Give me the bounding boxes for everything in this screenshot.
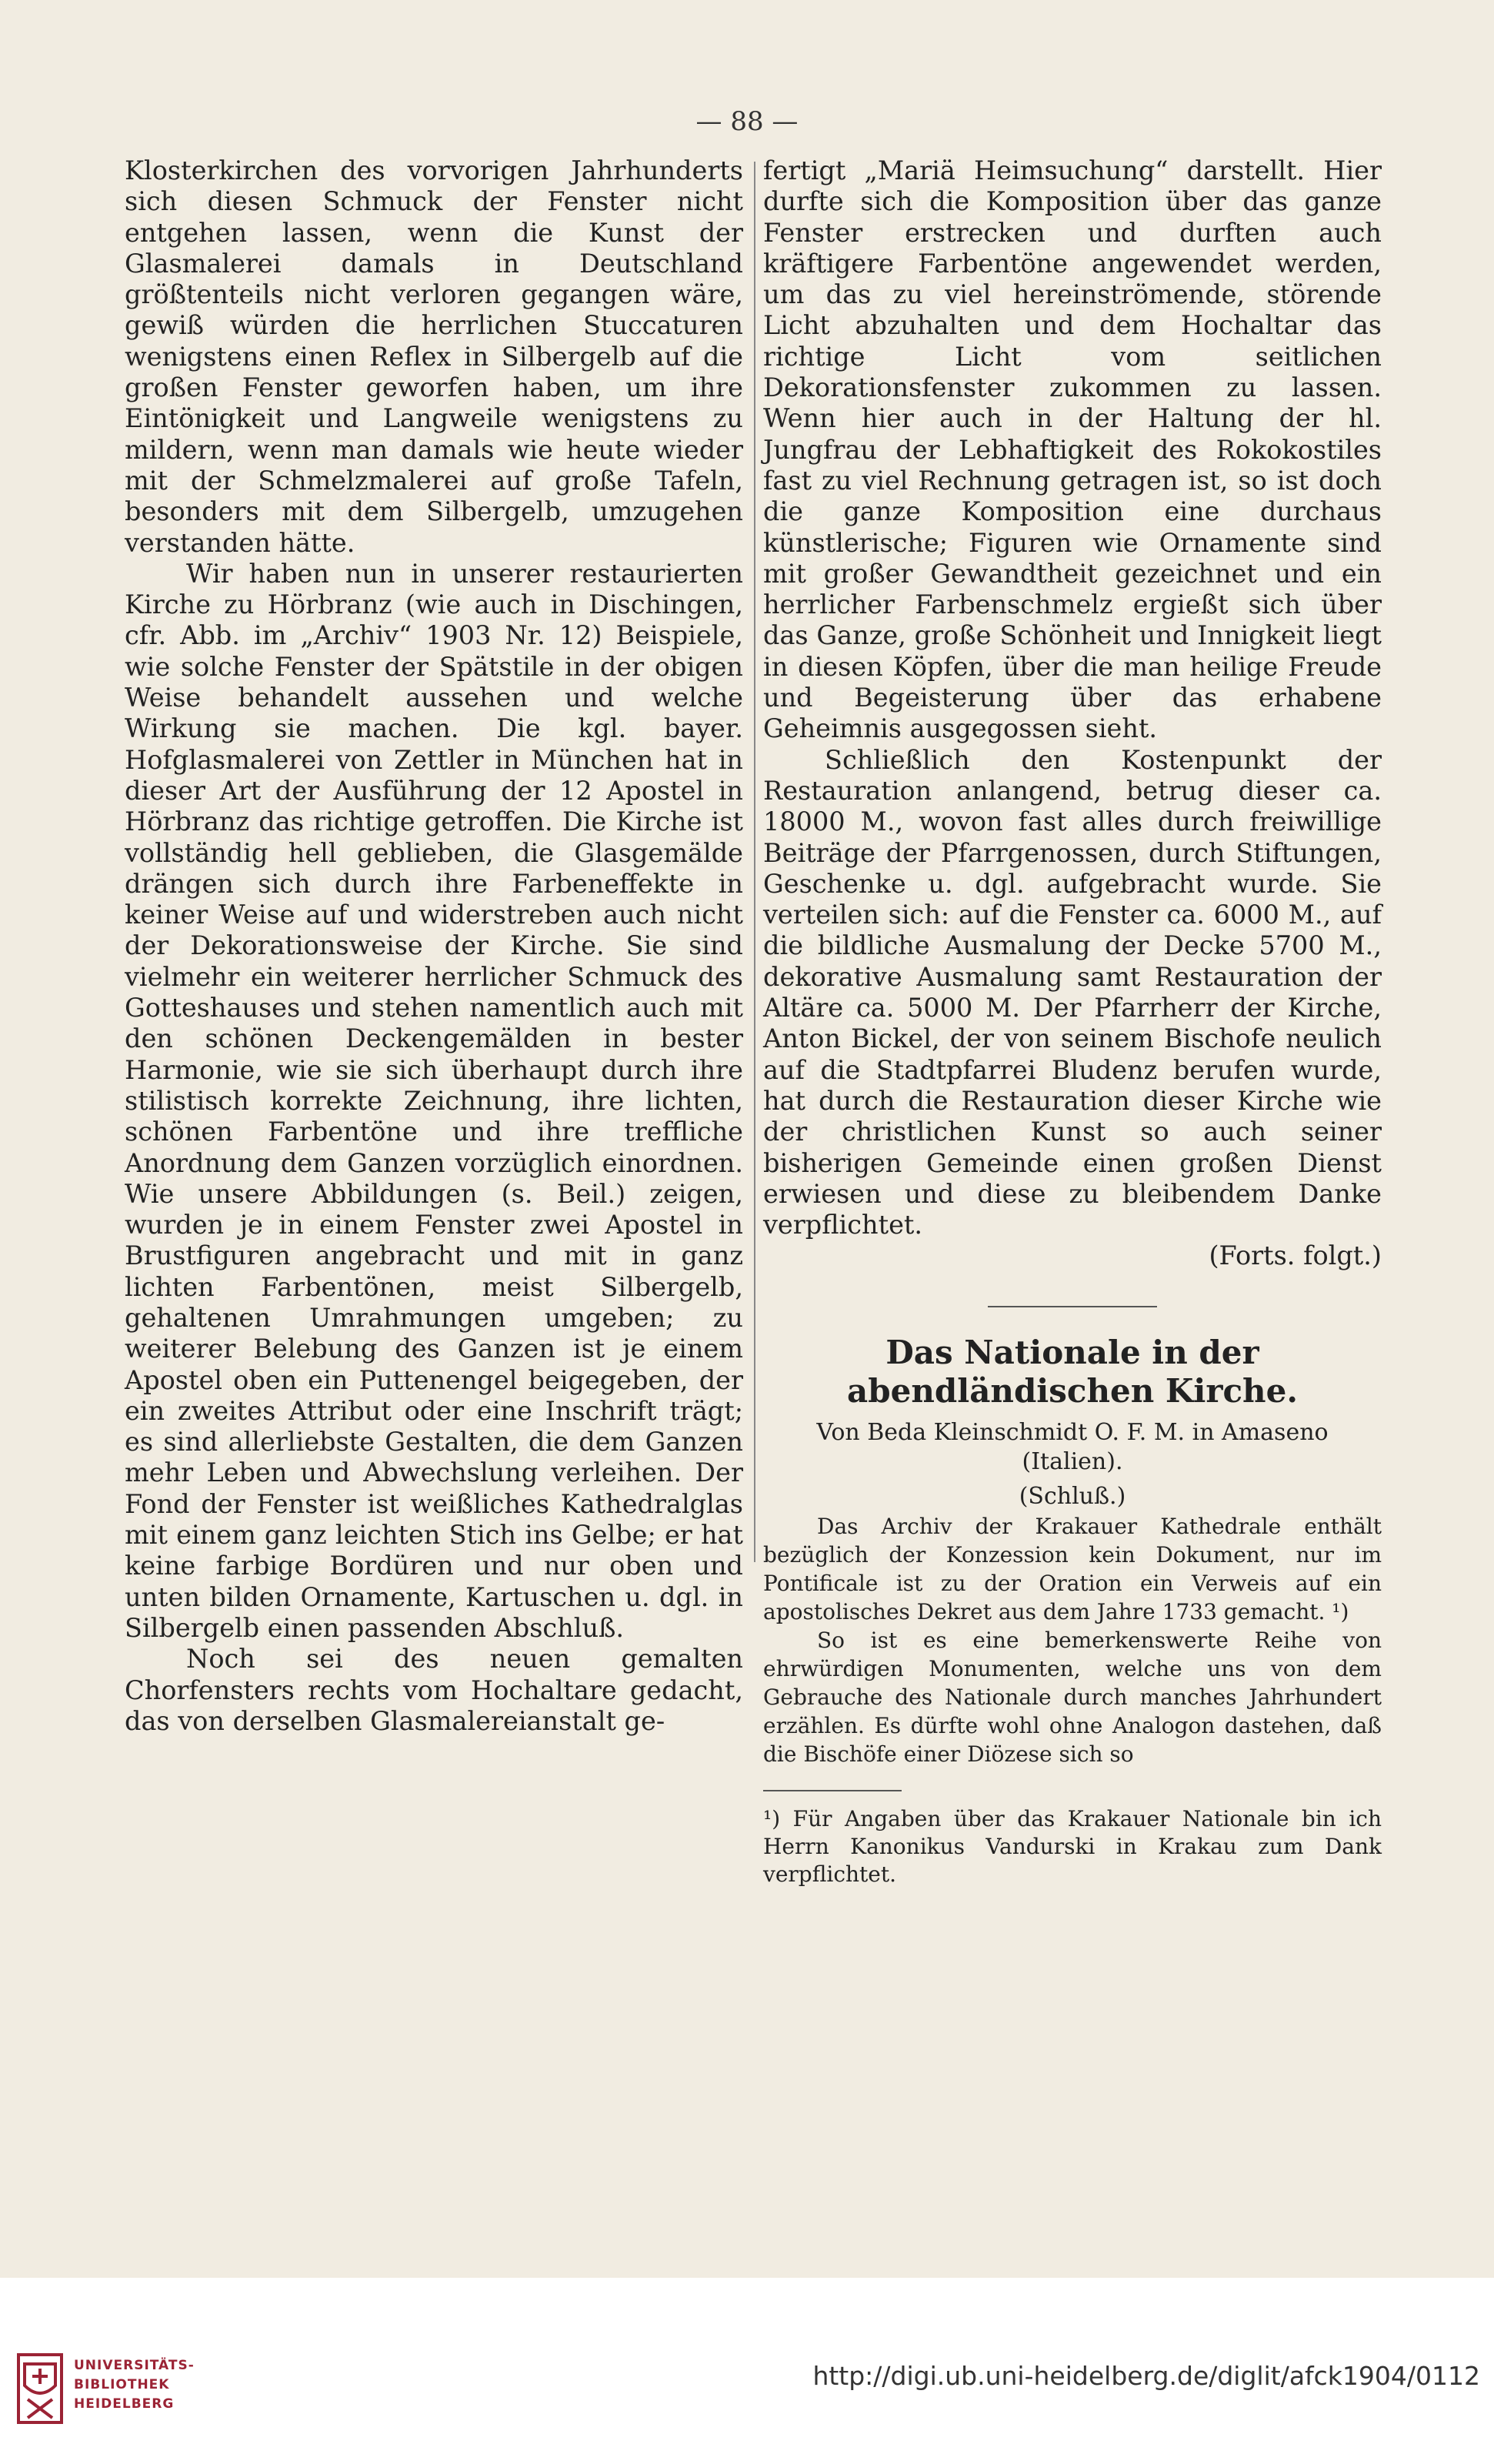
paragraph: fertigt „Mariä Heimsuchung“ darstellt. Hier durfte sich die Komposition über das ganze Fenster erstrecken und durften auch kräftigere Farbentöne angewendet werden, um das zu viel hereinströmende, störende Licht abzuhalten und dem Hochaltar das richtige Licht vom seitlichen Dekorationsfenster zukommen zu lassen. Wenn hier auch in der Haltung der hl. Jungfrau der Lebhaftigkeit des Rokokostiles fast zu viel Rechnung getragen ist, so ist doch die ganze Komposition eine durchaus künstlerische; Figuren wie Ornamente sind mit großer Gewandtheit gezeichnet und ein herrlicher Farbenschmelz ergießt sich über das Ganze, große Schönheit und Innigkeit liegt in diesen Köpfen, über die man heilige Freude und Begeisterung über das erhabene Geheimnis ausgegossen sieht. bbox=[763, 155, 1382, 744]
paragraph: Noch sei des neuen gemalten Chorfensters rechts vom Hochaltare gedacht, das von derselben Glasmalereianstalt ge- bbox=[125, 1644, 743, 1736]
footnote-rule bbox=[763, 1790, 902, 1791]
library-logo[interactable] bbox=[17, 2352, 217, 2436]
paragraph: Schließlich den Kostenpunkt der Restauration anlangend, betrug dieser ca. 18000 M., wovon fast alles durch freiwillige Beiträge der Pfarrgenossen, durch Stiftungen, Geschenke u. dgl. aufgebracht wurde. Sie verteilen sich: auf die Fenster ca. 6000 M., auf die bildliche Ausmalung der Decke 5700 M., dekorative Ausmalung samt Restauration der Altäre ca. 5000 M. Der Pfarrherr der Kirche, Anton Bickel, der von seinem Bischofe neulich auf die Stadtpfarrei Bludenz berufen wurde, hat durch die Restauration dieser Kirche wie der christlichen Kunst so auch seiner bisherigen Gemeinde einen großen Dienst erwiesen und diese zu bleibendem Danke verpflichtet. bbox=[763, 744, 1382, 1240]
footnote: ¹) Für Angaben über das Krakauer Nationale bin ich Herrn Kanonikus Vandurski in Krakau zum Dank verpflichtet. bbox=[763, 1805, 1382, 1887]
article-body bbox=[763, 1512, 1382, 1768]
paragraph: Klosterkirchen des vorvorigen Jahrhunderts sich diesen Schmuck der Fenster nicht entgehen lassen, wenn die Kunst der Glasmalerei damals in Deutschland größtenteils nicht verloren gegangen wäre, gewiß würden die herrlichen Stuccaturen wenigstens einen Reflex in Silbergelb auf die großen Fenster geworfen haben, um ihre Eintönigkeit und Langweile wenigstens zu mildern, wenn man damals wie heute wieder mit der Schmelzmalerei auf große Tafeln, besonders mit dem Silbergelb, umzugehen verstanden hätte. bbox=[125, 155, 743, 558]
source-url-link[interactable]: http://digi.ub.uni-heidelberg.de/diglit/afck1904/0112 bbox=[812, 2361, 1480, 2391]
library-name bbox=[74, 2356, 195, 2414]
paragraph: So ist es eine bemerkenswerte Reihe von ehrwürdigen Monumenten, welche uns von dem Gebrauche des Nationale durch manches Jahrhundert erzählen. Es dürfte wohl ohne Analogon dastehen, daß die Bischöfe einer Diözese sich so bbox=[763, 1627, 1382, 1767]
library-seal-icon bbox=[17, 2353, 63, 2424]
paragraph: Wir haben nun in unserer restaurierten Kirche zu Hörbranz (wie auch in Dischingen, cfr. Abb. im „Archiv“ 1903 Nr. 12) Beispiele, wie solche Fenster der Spätstile in der obigen Weise behandelt aussehen und welche Wirkung sie machen. Die kgl. bayer. Hofglasmalerei von Zettler in München hat in dieser Art der Ausführung der 12 Apostel in Hörbranz das richtige getroffen. Die Kirche ist vollständig hell geblieben, die Glasgemälde drängen sich durch ihre Farbeneffekte in keiner Weise auf und widerstreben auch nicht der Dekorationsweise der Kirche. Sie sind vielmehr ein weiterer herrlicher Schmuck des Gotteshauses und stehen namentlich auch mit den schönen Deckengemälden in bester Harmonie, wie sie sich überhaupt durch ihre stilistisch korrekte Zeichnung, ihre lichten, schönen Farbentöne und ihre treffliche Anordnung dem Ganzen vorzüglich einordnen. Wie unsere Abbildungen (s. Beil.) zeigen, wurden je in einem Fenster zwei Apostel in Brustfiguren angebracht und mit in ganz lichten Farbentönen, meist Silbergelb, gehaltenen Umrahmungen umgeben; zu weiterer Belebung des Ganzen ist je einem Apostel oben ein Puttenengel beigegeben, der ein zweites Attribut oder eine Inschrift trägt; es sind allerliebste Gestalten, die dem Ganzen mehr Leben und Abwechslung verleihen. Der Fond der Fenster ist weißliches Kathedralglas mit einem ganz leichten Stich ins Gelbe; er hat keine farbige Bordüren und nur oben und unten bilden Ornamente, Kartuschen u. dgl. in Silbergelb einen passenden Abschluß. bbox=[125, 558, 743, 1643]
page-number: — 88 — bbox=[695, 106, 799, 137]
right-column bbox=[763, 155, 1382, 1888]
section-separator bbox=[988, 1306, 1157, 1307]
paragraph: Das Archiv der Krakauer Kathedrale enthält bezüglich der Konzession kein Dokument, nur im Pontificale ist zu der Oration ein Verweis auf ein apostolisches Dekret aus dem Jahre 1733 gemacht. ¹) bbox=[763, 1513, 1382, 1624]
library-name-line: HEIDELBERG bbox=[74, 2396, 175, 2412]
library-name-line: UNIVERSITÄTS- bbox=[74, 2358, 195, 2373]
left-column bbox=[125, 155, 743, 1737]
article-author: Von Beda Kleinschmidt O. F. M. in Amaseno (Italien). bbox=[816, 1418, 1329, 1475]
continuation-note: (Forts. folgt.) bbox=[1209, 1240, 1382, 1271]
library-name-line: BIBLIOTHEK bbox=[74, 2377, 170, 2392]
column-divider bbox=[754, 162, 755, 1562]
article-subtitle: (Schluß.) bbox=[1019, 1482, 1126, 1510]
article-title: Das Nationale in der abendländischen Kirche. bbox=[847, 1333, 1298, 1410]
